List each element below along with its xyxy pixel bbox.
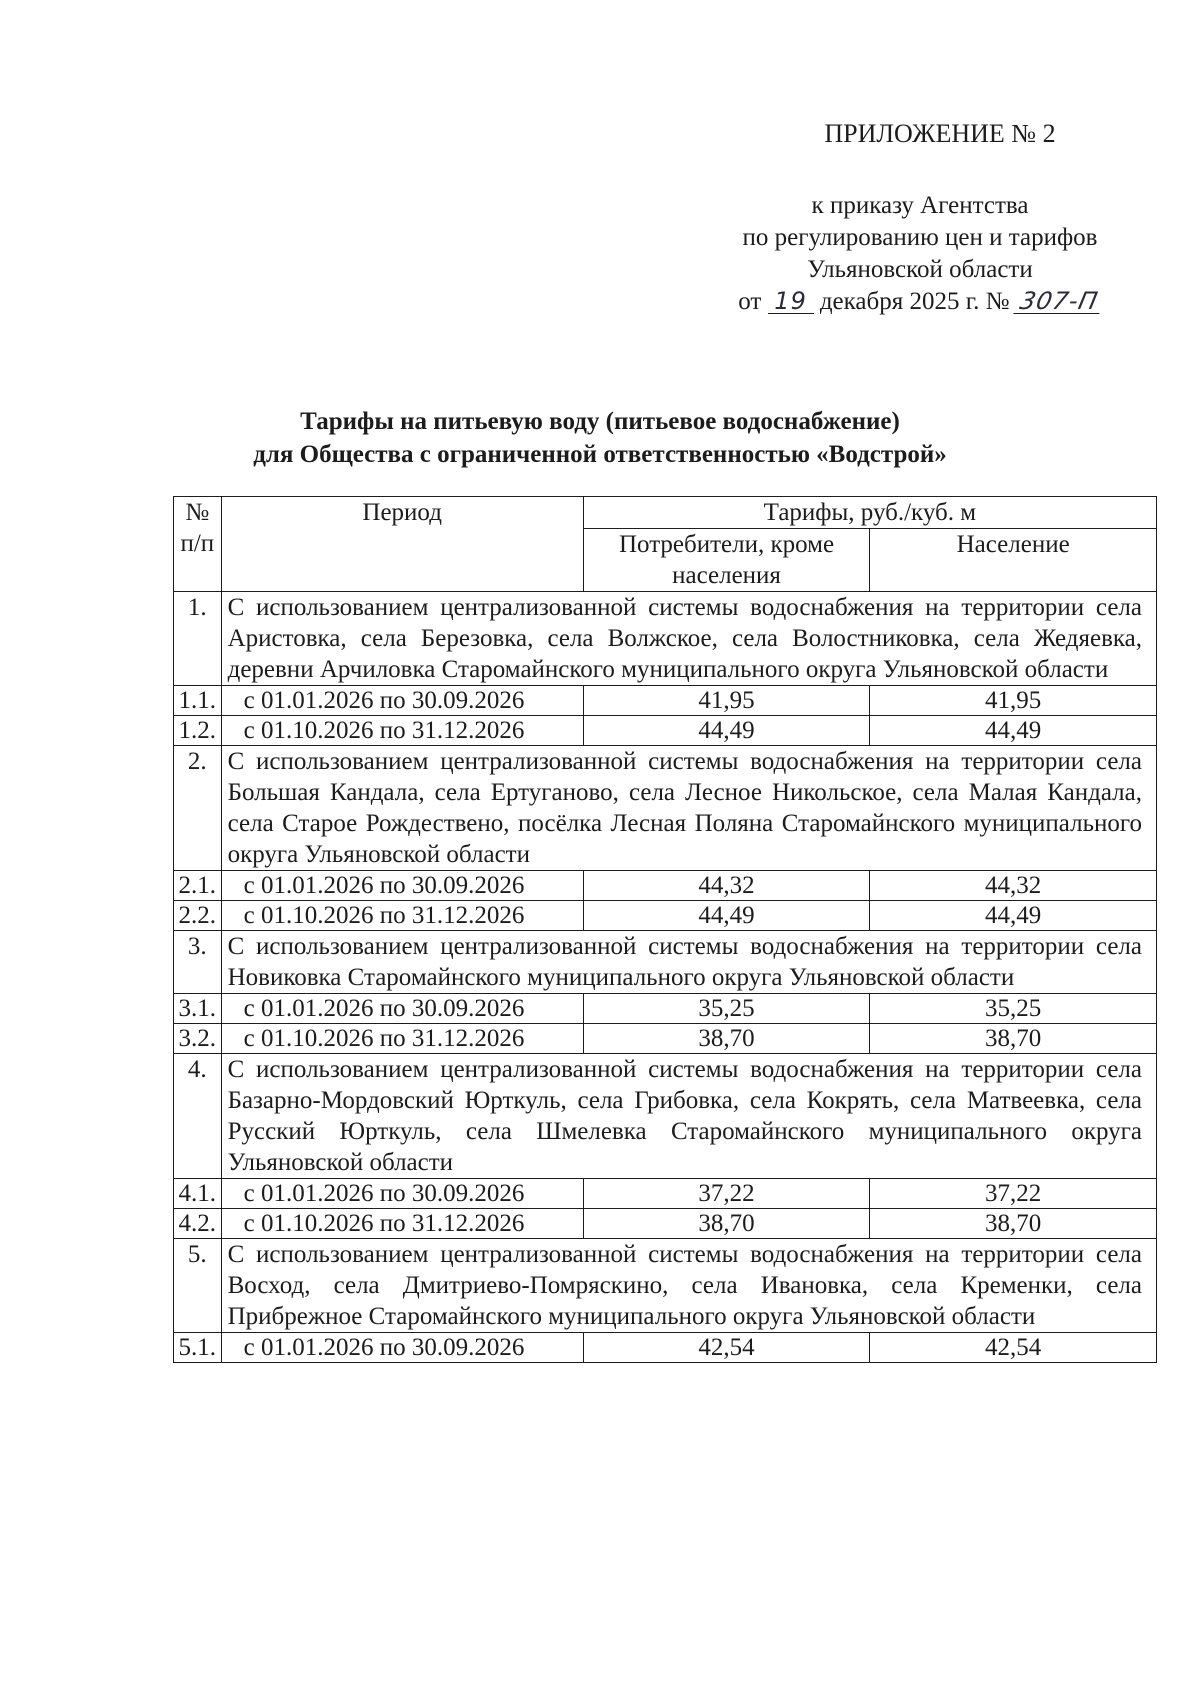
row-consumers-tariff: 37,22: [583, 1179, 870, 1209]
tariff-row: [174, 1179, 1157, 1209]
header-tariffs: Тарифы, руб./куб. м: [583, 497, 1156, 529]
section-number: 3.: [174, 931, 222, 994]
row-period: с 01.10.2026 по 31.12.2026: [221, 901, 583, 931]
row-population-tariff: 44,49: [870, 901, 1157, 931]
tariff-row: [174, 994, 1157, 1024]
row-number: 2.2.: [174, 901, 222, 931]
row-number: 4.1.: [174, 1179, 222, 1209]
header-number: № п/п: [174, 497, 222, 592]
row-consumers-tariff: 41,95: [583, 686, 870, 716]
row-period: с 01.10.2026 по 31.12.2026: [221, 716, 583, 746]
section-number: 4.: [174, 1054, 222, 1179]
row-number: 1.2.: [174, 716, 222, 746]
document-title: [160, 405, 1040, 471]
row-consumers-tariff: 44,49: [583, 716, 870, 746]
row-population-tariff: 35,25: [870, 994, 1157, 1024]
row-period: с 01.01.2026 по 30.09.2026: [221, 871, 583, 901]
row-period: с 01.01.2026 по 30.09.2026: [221, 686, 583, 716]
row-period: с 01.01.2026 по 30.09.2026: [221, 994, 583, 1024]
appendix-title: ПРИЛОЖЕНИЕ № 2: [824, 119, 1056, 148]
row-number: 3.1.: [174, 994, 222, 1024]
section-description: С использованием централизованной системы водоснабжения на территории села Базарно-Мордовский Юрткуль, села Грибовка, села Кокрять, села Матвеевка, села Русский Юрткуль, села Шмелевка Старомайнского муниципального округа Ульяновской области: [221, 1054, 1156, 1179]
header-row: [174, 497, 1157, 529]
tariff-table-body: [174, 592, 1157, 1363]
row-number: 5.1.: [174, 1333, 222, 1363]
date-text: декабря 2025 г. №: [819, 288, 1010, 315]
section-description: С использованием централизованной системы водоснабжения на территории села Восход, села Дмитриево-Помряскино, села Ивановка, села Кременки, села Прибрежное Старомайнского муниципального округа Ульяновской области: [221, 1239, 1156, 1333]
tariff-row: [174, 686, 1157, 716]
header-consumers: Потребители, кроме населения: [583, 529, 870, 592]
section-number: 5.: [174, 1239, 222, 1333]
row-number: 2.1.: [174, 871, 222, 901]
tariff-table: [173, 496, 1157, 1363]
from-label: от: [738, 288, 762, 315]
row-consumers-tariff: 44,32: [583, 871, 870, 901]
tariff-row: [174, 1024, 1157, 1054]
header-population: Население: [870, 529, 1157, 592]
section-row: [174, 592, 1157, 686]
row-population-tariff: 37,22: [870, 1179, 1157, 1209]
section-number: 1.: [174, 592, 222, 686]
row-population-tariff: 41,95: [870, 686, 1157, 716]
title-line-2: для Общества с ограниченной ответственностью «Водстрой»: [253, 441, 947, 468]
row-population-tariff: 44,32: [870, 871, 1157, 901]
section-number: 2.: [174, 746, 222, 871]
row-population-tariff: 38,70: [870, 1209, 1157, 1239]
header-period: Период: [221, 497, 583, 592]
row-consumers-tariff: 44,49: [583, 901, 870, 931]
appendix-header: [700, 118, 1140, 318]
agency-name: по регулированию цен и тарифов: [742, 224, 1098, 251]
section-row: [174, 746, 1157, 871]
row-population-tariff: 44,49: [870, 716, 1157, 746]
row-period: с 01.10.2026 по 31.12.2026: [221, 1024, 583, 1054]
section-row: [174, 1239, 1157, 1333]
tariff-row: [174, 1333, 1157, 1363]
section-description: С использованием централизованной системы водоснабжения на территории села Новиковка Старомайнского муниципального округа Ульяновской области: [221, 931, 1156, 994]
row-consumers-tariff: 35,25: [583, 994, 870, 1024]
row-period: с 01.01.2026 по 30.09.2026: [221, 1333, 583, 1363]
decree-date-line: [700, 286, 1140, 318]
row-consumers-tariff: 38,70: [583, 1209, 870, 1239]
handwritten-order-number: 307-П: [1013, 289, 1104, 314]
tariff-row: [174, 1209, 1157, 1239]
region-name: Ульяновской области: [807, 256, 1033, 283]
handwritten-day: 19: [768, 289, 814, 314]
row-period: с 01.01.2026 по 30.09.2026: [221, 1179, 583, 1209]
section-row: [174, 1054, 1157, 1179]
tariff-row: [174, 716, 1157, 746]
row-population-tariff: 38,70: [870, 1024, 1157, 1054]
section-description: С использованием централизованной системы водоснабжения на территории села Большая Кандала, села Ертуганово, села Лесное Никольское, села Малая Кандала, села Старое Рождествено, посёлка Лесная Поляна Старомайнского муниципального округа Ульяновской области: [221, 746, 1156, 871]
tariff-row: [174, 901, 1157, 931]
row-period: с 01.10.2026 по 31.12.2026: [221, 1209, 583, 1239]
row-consumers-tariff: 42,54: [583, 1333, 870, 1363]
tariff-row: [174, 871, 1157, 901]
section-description: С использованием централизованной системы водоснабжения на территории села Аристовка, села Березовка, села Волжское, села Волостниковка, села Жедяевка, деревни Арчиловка Старомайнского муниципального округа Ульяновской области: [221, 592, 1156, 686]
row-number: 3.2.: [174, 1024, 222, 1054]
section-row: [174, 931, 1157, 994]
row-number: 4.2.: [174, 1209, 222, 1239]
row-consumers-tariff: 38,70: [583, 1024, 870, 1054]
row-number: 1.1.: [174, 686, 222, 716]
row-population-tariff: 42,54: [870, 1333, 1157, 1363]
order-reference: к приказу Агентства: [811, 192, 1029, 219]
title-line-1: Тарифы на питьевую воду (питьевое водоснабжение): [300, 408, 900, 435]
